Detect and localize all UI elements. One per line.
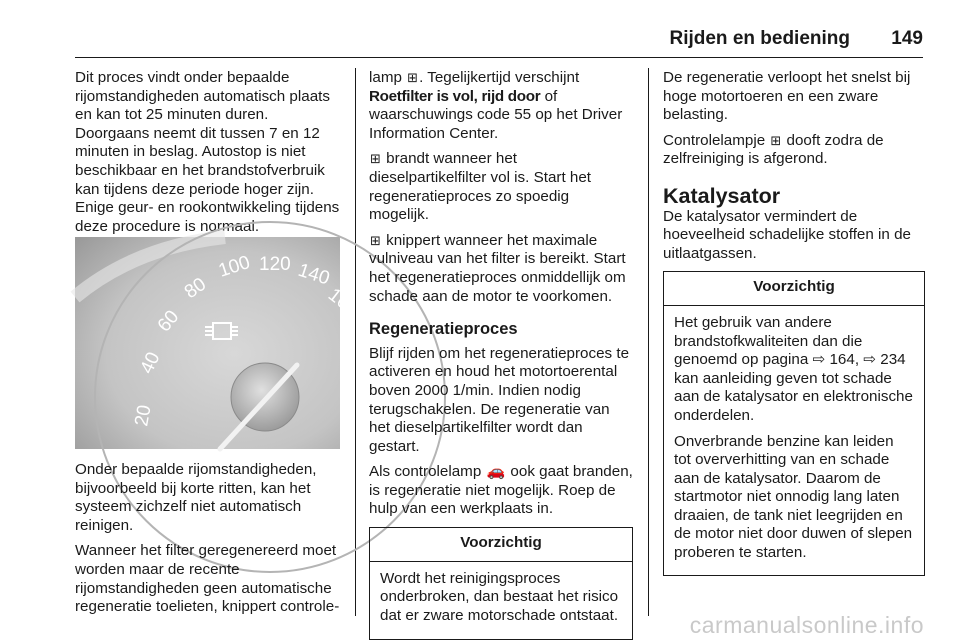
warning-box [663, 271, 925, 575]
page-link[interactable]: 164 [829, 351, 855, 369]
paragraph [369, 150, 633, 224]
warning-box [369, 527, 633, 640]
engine-service-icon: 🚗 [486, 463, 506, 481]
speedometer-image [75, 237, 354, 449]
paragraph: Wanneer het filter geregenereerd moet worden maar de recente rijomstandigheden geen automatische regeneratie toelieten, knippert controle- [75, 542, 340, 616]
page-link[interactable]: 234 [880, 351, 906, 369]
speed-label: 20 [131, 403, 156, 428]
page-number: 149 [891, 28, 923, 49]
text: dooft zodra de zelfreiniging is afgerond. [663, 131, 884, 168]
text: kan aanleiding geven tot schade aan de katalysator en elektronische onderdelen. [674, 369, 913, 424]
paragraph [369, 463, 633, 519]
diesel-particulate-filter-icon: ⊞ [407, 70, 419, 85]
column-divider [648, 68, 649, 616]
watermark: carmanualsonline.info [689, 612, 924, 638]
warning-body [664, 306, 924, 575]
page-ref-arrow-icon: ⇨ [812, 351, 826, 369]
text: Als controlelamp [369, 463, 482, 481]
diesel-particulate-filter-icon: ⊞ [370, 232, 381, 248]
paragraph: De katalysator vermindert de hoeveelheid schadelijke stoffen in de uitlaatgassen. [663, 207, 911, 262]
speed-label: 40 [136, 349, 165, 378]
speed-label: 16 [323, 284, 354, 314]
paragraph: Onverbrande benzine kan leiden tot oververhitting van en schade aan de katalysator. Daarom de startmotor niet onnodig lang laten draaien, de tank niet leegrijden en de motor niet door duwen of slepen proberen te starten. [674, 432, 913, 562]
text: knippert wanneer het maximale vulniveau van het filter is bereikt. Start het regeneratieproces onmiddellijk om schade aan de motor te voorkomen. [369, 231, 626, 305]
text: of waarschuwings code 55 op het Driver Information Center. [369, 87, 623, 142]
paragraph: Het gebruik van andere brandstofkwaliteiten dan die genoemd op pagina ⇨ 164, ⇨ 234 kan aanleiding geven tot schade aan de katalysator en elektronische onderdelen. [674, 313, 913, 424]
paragraph [663, 132, 925, 169]
paragraph: Blijf rijden om het regeneratieproces te activeren en houd het motortoerental boven 2000 1/min. Indien nodig terugschakelen. De regeneratie van het dieselpartikelfilter wordt dan gestart. [369, 344, 630, 455]
text: ook gaat branden, is regeneratie niet mogelijk. Roep de hulp van een werkplaats in. [369, 463, 633, 518]
column-divider [355, 68, 356, 616]
speed-label: 140 [295, 259, 333, 290]
speed-label: 100 [216, 251, 253, 282]
column-1-lower [75, 461, 343, 624]
paragraph: De regeneratie verloopt het snelst bij hoge motortoeren en een zware belasting. [663, 69, 911, 124]
column-2 [369, 69, 633, 640]
text: Controlelampje [663, 131, 766, 149]
paragraph: Dit proces vindt onder bepaalde rijomstandigheden automatisch plaats en kan tot 25 minuten duren. Doorgaans neemt dit tussen 7 en 12 minuten in beslag. Autostop is niet beschikbaar en het brandstofverbruik kan tijdens deze periode hoger zijn. Enige geur- en rookontwikkeling tijdens deze procedure is normaal. [75, 69, 340, 235]
section-heading: Katalysator [663, 183, 781, 208]
page-ref-arrow-icon: ⇨ [863, 351, 877, 369]
warning-body: Wordt het reinigingsproces onderbroken, dan bestaat het risico dat er zware motorschade ontstaat. [380, 569, 619, 624]
speed-label: 60 [153, 306, 184, 337]
speed-label: 120 [259, 254, 291, 275]
paragraph: Onder bepaalde rijomstandigheden, bijvoorbeeld bij korte ritten, kan het systeem zichzelf niet automatisch reinigen. [75, 461, 317, 534]
diesel-particulate-filter-icon: ⊞ [370, 151, 381, 167]
text: brandt wanneer het dieselpartikelfilter vol is. Start het regeneratieproces zo spoedig mogelijk. [369, 150, 591, 224]
display-message: Roetfilter is vol, rijd door [369, 87, 541, 105]
warning-title: Voorzichtig [370, 528, 632, 562]
section-heading: Regeneratieproces [369, 320, 518, 339]
column-1 [75, 69, 343, 243]
paragraph [369, 232, 633, 306]
text: Het gebruik van andere brandstofkwaliteiten dan die genoemd op pagina [674, 313, 863, 369]
section-title: Rijden en bediening [669, 28, 850, 49]
speed-label: 80 [180, 273, 211, 304]
text: lamp [369, 69, 402, 86]
column-3 [663, 69, 925, 576]
text: . Tegelijkertijd verschijnt [419, 69, 580, 86]
header-rule [75, 57, 923, 58]
paragraph [369, 69, 633, 143]
warning-title: Voorzichtig [664, 272, 924, 306]
diesel-particulate-filter-icon: ⊞ [770, 132, 782, 148]
